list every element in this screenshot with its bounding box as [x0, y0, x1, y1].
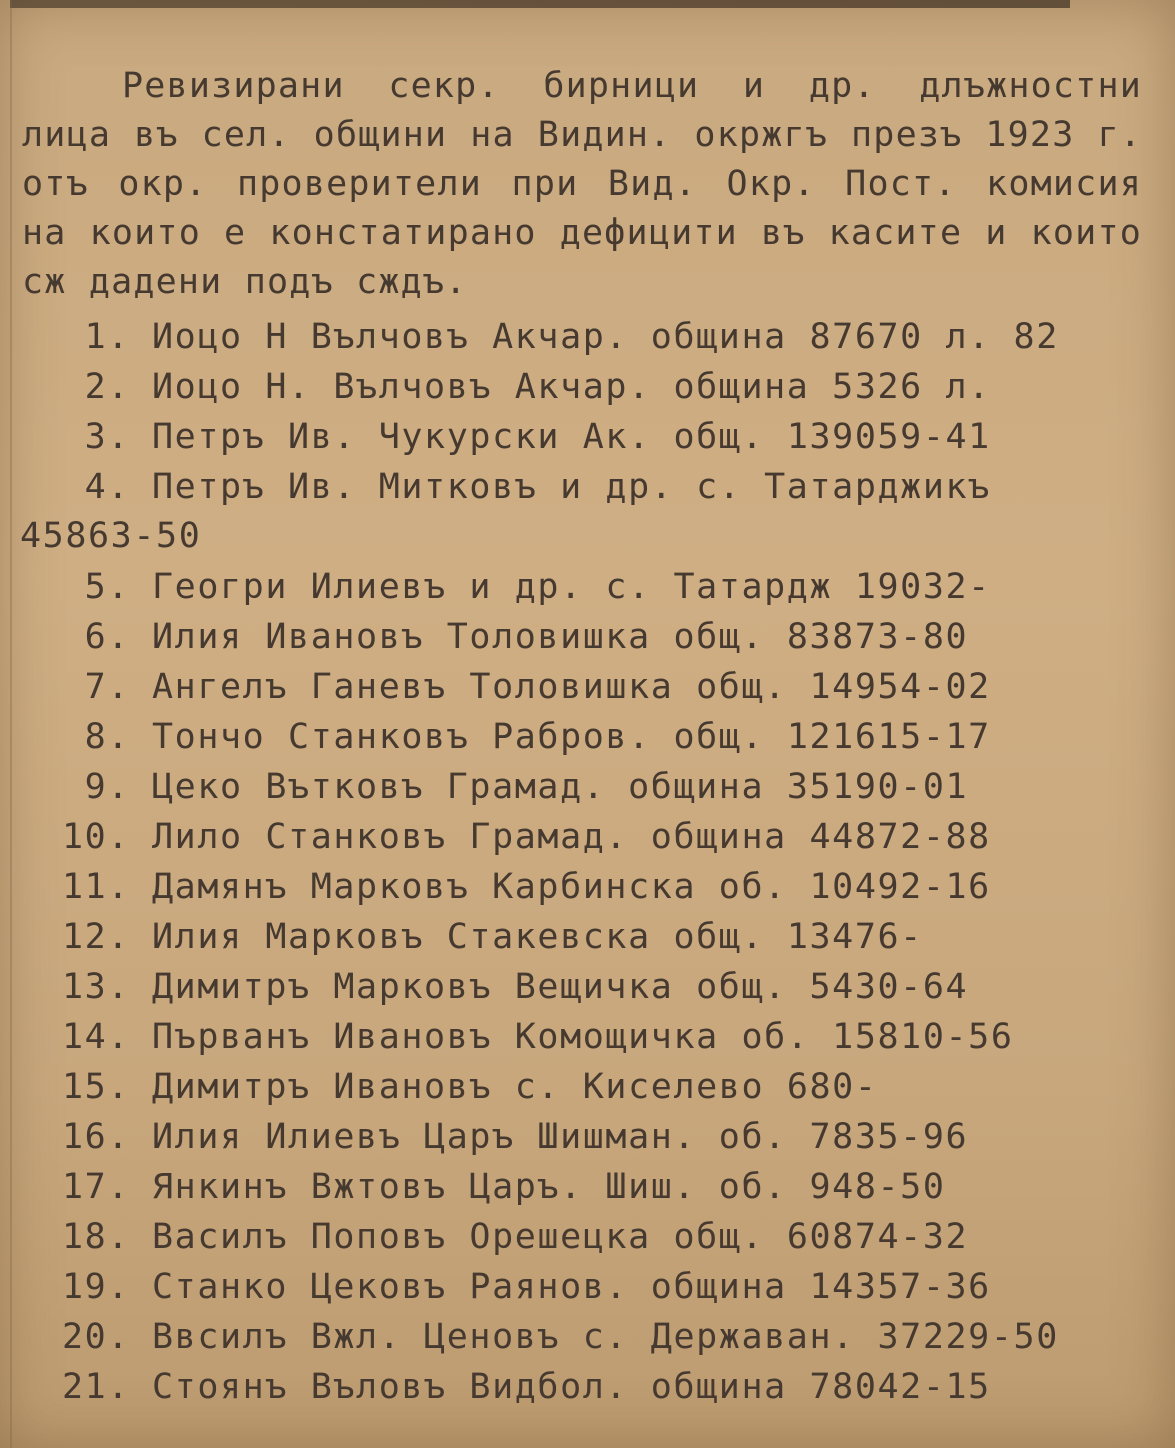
item-amount: 13476-: [786, 917, 923, 957]
item-amount: 5430-64: [809, 967, 969, 1007]
item-amount: 139059-41: [786, 417, 991, 457]
item-text: Ввсилъ Вжл. Ценовъ с. Державан.: [152, 1317, 855, 1357]
left-margin-rule: [10, 0, 12, 1448]
list-item: [22, 1263, 1142, 1313]
item-text: Петръ Ив. Митковъ и др. с. Татарджикъ: [152, 467, 991, 507]
item-number: 4.: [84, 467, 130, 507]
item-text: Ангелъ Ганевъ Толовишка общ.: [152, 667, 787, 707]
item-number: 16.: [61, 1117, 130, 1157]
item-text: Първанъ Ивановъ Комощичка об.: [152, 1017, 810, 1057]
item-number: 11.: [61, 867, 130, 907]
item-text: Илия Ивановъ Толовишка общ.: [152, 617, 765, 657]
top-rule: [10, 0, 1070, 8]
item-amount: 7835-96: [809, 1117, 969, 1157]
item-number: 1.: [84, 317, 130, 357]
item-text: Тончо Станковъ Рабров. общ.: [152, 717, 765, 757]
list-item: [22, 313, 1142, 363]
item-number: 13.: [61, 967, 130, 1007]
item-amount: 83873-80: [786, 617, 969, 657]
item-number: 17.: [61, 1167, 130, 1207]
item-number: 19.: [61, 1267, 130, 1307]
item-number: 8.: [84, 717, 130, 757]
item-amount: 10492-16: [809, 867, 991, 907]
item-text: Петръ Ив. Чукурски Ак. общ.: [152, 417, 765, 457]
list-item: [22, 863, 1142, 913]
item-amount: 121615-17: [786, 717, 991, 757]
list-item: [22, 963, 1142, 1013]
item-amount: 44872-88: [809, 817, 991, 857]
item-text: Иоцо Н. Вълчовъ Акчар. община: [152, 367, 810, 407]
list-item: [22, 1163, 1142, 1213]
list-item: [22, 1063, 1142, 1113]
item-number: 14.: [61, 1017, 130, 1057]
item-number: 20.: [61, 1317, 130, 1357]
item-amount: 948-50: [809, 1167, 946, 1207]
document-body: [22, 62, 1142, 1413]
item-text: Илия Илиевъ Царъ Шишман. об.: [152, 1117, 787, 1157]
item-number: 5.: [84, 567, 130, 607]
list-item: [22, 1113, 1142, 1163]
item-text: Геогри Илиевъ и др. с. Татардж: [152, 567, 833, 607]
intro-paragraph: Ревизирани секр. бирници и др. длъжностни лица въ сел. общини на Видин. окржгъ презъ 1923 г. отъ окр. проверители при Вид. Окр. Пост. комисия на които е констатирано дефицити въ касите и които сж дадени подъ сждъ.: [22, 66, 1142, 302]
item-text: Станко Цековъ Раянов. община: [152, 1267, 787, 1307]
list-item: [22, 413, 1142, 463]
list-item: [22, 1363, 1142, 1413]
list-item: [22, 363, 1142, 413]
list-item: [22, 1313, 1142, 1363]
item-amount: 14357-36: [809, 1267, 991, 1307]
item-text: Димитръ Ивановъ с. Киселево: [152, 1067, 765, 1107]
item-text: Димитръ Марковъ Вещичка общ.: [152, 967, 787, 1007]
item-text: Дамянъ Марковъ Карбинска об.: [152, 867, 787, 907]
item-number: 21.: [61, 1367, 130, 1407]
item-number: 15.: [61, 1067, 130, 1107]
item-amount: 37229-50: [877, 1317, 1059, 1357]
item-number: 2.: [84, 367, 130, 407]
item-text: Янкинъ Вжтовъ Царъ. Шиш. об.: [152, 1167, 787, 1207]
item-text: Стоянъ Въловъ Видбол. община: [152, 1367, 787, 1407]
item-text: Илия Марковъ Стакевска общ.: [152, 917, 765, 957]
item-amount: 5326 л.: [832, 367, 991, 407]
item-amount: 87670 л. 82: [809, 317, 1059, 357]
list-item: [22, 463, 1142, 563]
item-amount: 14954-02: [809, 667, 991, 707]
item-number: 3.: [84, 417, 130, 457]
item-number: 9.: [84, 767, 130, 807]
list-item: [22, 813, 1142, 863]
list-item: [22, 763, 1142, 813]
item-text: Цеко Вътковъ Грамад. община: [152, 767, 765, 807]
list-item: [22, 913, 1142, 963]
item-amount: 680-: [786, 1067, 878, 1107]
list-item: [22, 563, 1142, 613]
item-number: 7.: [84, 667, 130, 707]
item-number: 12.: [61, 917, 130, 957]
list-item: [22, 1213, 1142, 1263]
list-item: [22, 663, 1142, 713]
item-text: Лило Станковъ Грамад. община: [152, 817, 787, 857]
item-text: Иоцо Н Вълчовъ Акчар. община: [152, 317, 787, 357]
list-item: [22, 613, 1142, 663]
item-amount: 19032-: [854, 567, 991, 607]
item-amount: 45863-50: [20, 516, 202, 556]
list-item: [22, 713, 1142, 763]
item-number: 10.: [61, 817, 130, 857]
item-amount: 15810-56: [832, 1017, 1014, 1057]
item-number: 18.: [61, 1217, 130, 1257]
item-number: 6.: [84, 617, 130, 657]
list-item: [22, 1013, 1142, 1063]
item-text: Василъ Поповъ Орешецка общ.: [152, 1217, 765, 1257]
item-amount: 35190-01: [786, 767, 969, 807]
item-amount: 60874-32: [786, 1217, 969, 1257]
item-amount: 78042-15: [809, 1367, 991, 1407]
